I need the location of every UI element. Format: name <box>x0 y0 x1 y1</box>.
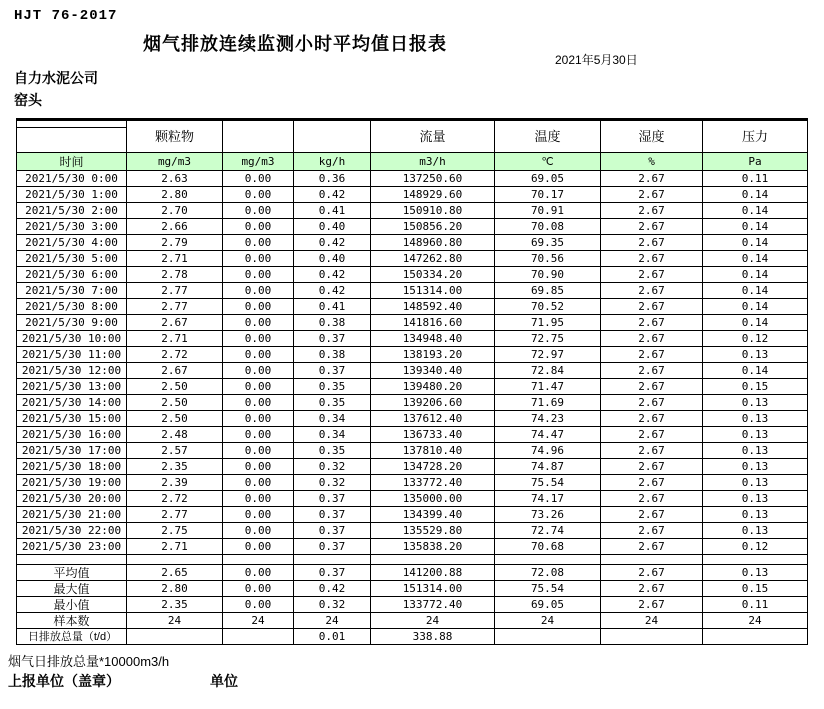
table-cell: 2.67 <box>601 597 703 613</box>
table-cell: 151314.00 <box>371 581 495 597</box>
table-cell: 0.00 <box>223 299 294 315</box>
company-name: 自力水泥公司 <box>14 70 98 86</box>
table-cell: 0.00 <box>223 219 294 235</box>
time-header-spacer-bottom <box>17 128 127 153</box>
group-header-empty-2 <box>294 120 371 153</box>
table-cell: 141200.88 <box>371 565 495 581</box>
table-cell: 0.01 <box>294 629 371 645</box>
table-cell: 2021/5/30 22:00 <box>17 523 127 539</box>
table-cell: 0.37 <box>294 331 371 347</box>
table-cell: 2.67 <box>601 363 703 379</box>
table-cell: 0.13 <box>703 395 808 411</box>
table-cell: 0.13 <box>703 411 808 427</box>
table-cell: 2.67 <box>601 283 703 299</box>
unit-temperature: ℃ <box>495 153 601 171</box>
table-cell: 0.13 <box>703 507 808 523</box>
table-cell: 2021/5/30 2:00 <box>17 203 127 219</box>
table-cell: 2.67 <box>601 565 703 581</box>
table-cell: 2.67 <box>127 315 223 331</box>
table-cell: 148592.40 <box>371 299 495 315</box>
table-row <box>17 347 808 363</box>
group-header-particulate: 颗粒物 <box>127 120 223 153</box>
table-cell: 2021/5/30 6:00 <box>17 267 127 283</box>
group-header-temperature: 温度 <box>495 120 601 153</box>
table-cell: 0.40 <box>294 251 371 267</box>
table-cell: 0.00 <box>223 171 294 187</box>
table-cell: 73.26 <box>495 507 601 523</box>
table-cell: 133772.40 <box>371 475 495 491</box>
table-cell: 2.67 <box>601 267 703 283</box>
summary-row <box>17 581 808 597</box>
table-cell: 24 <box>601 613 703 629</box>
table-cell: 2.79 <box>127 235 223 251</box>
table-cell: 75.54 <box>495 475 601 491</box>
table-cell: 0.00 <box>223 443 294 459</box>
table-cell: 74.47 <box>495 427 601 443</box>
table-cell: 0.12 <box>703 539 808 555</box>
table-cell: 138193.20 <box>371 347 495 363</box>
table-cell: 0.37 <box>294 539 371 555</box>
table-cell: 2021/5/30 11:00 <box>17 347 127 363</box>
table-cell: 70.68 <box>495 539 601 555</box>
table-cell: 0.00 <box>223 235 294 251</box>
time-column-header: 时间 <box>17 153 127 171</box>
table-cell: 0.42 <box>294 581 371 597</box>
group-header-flow: 流量 <box>371 120 495 153</box>
table-cell: 0.37 <box>294 565 371 581</box>
table-row <box>17 331 808 347</box>
table-cell: 0.00 <box>223 203 294 219</box>
table-cell: 2.71 <box>127 539 223 555</box>
doc-code: HJT 76-2017 <box>14 8 118 24</box>
table-row <box>17 363 808 379</box>
report-table <box>16 118 808 645</box>
report-unit-label: 上报单位（盖章） <box>8 673 120 689</box>
table-cell: 0.38 <box>294 315 371 331</box>
table-cell: 2.67 <box>601 539 703 555</box>
unit-header-row <box>17 153 808 171</box>
table-cell: 2.67 <box>601 507 703 523</box>
table-row <box>17 379 808 395</box>
table-cell: 24 <box>703 613 808 629</box>
table-cell: 70.08 <box>495 219 601 235</box>
table-cell: 148929.60 <box>371 187 495 203</box>
table-cell: 0.14 <box>703 187 808 203</box>
table-cell: 2.67 <box>601 379 703 395</box>
table-cell: 2.67 <box>601 203 703 219</box>
table-cell: 2021/5/30 15:00 <box>17 411 127 427</box>
table-cell: 2.35 <box>127 597 223 613</box>
table-row <box>17 539 808 555</box>
table-cell: 2021/5/30 9:00 <box>17 315 127 331</box>
table-row <box>17 523 808 539</box>
table-cell <box>223 629 294 645</box>
table-cell: 2.67 <box>601 581 703 597</box>
summary-row <box>17 629 808 645</box>
table-cell: 0.34 <box>294 411 371 427</box>
table-cell: 75.54 <box>495 581 601 597</box>
page-title: 烟气排放连续监测小时平均值日报表 <box>143 34 447 54</box>
table-cell: 0.14 <box>703 315 808 331</box>
table-cell: 0.00 <box>223 379 294 395</box>
table-row <box>17 203 808 219</box>
table-cell: 70.52 <box>495 299 601 315</box>
table-cell: 2.57 <box>127 443 223 459</box>
table-cell: 0.00 <box>223 251 294 267</box>
table-cell: 0.13 <box>703 491 808 507</box>
table-cell: 0.13 <box>703 347 808 363</box>
table-cell: 150856.20 <box>371 219 495 235</box>
table-row <box>17 187 808 203</box>
summary-body <box>17 565 808 645</box>
table-cell: 24 <box>495 613 601 629</box>
table-cell: 0.00 <box>223 523 294 539</box>
table-cell: 0.00 <box>223 411 294 427</box>
unit-flow: m3/h <box>371 153 495 171</box>
table-cell: 0.11 <box>703 171 808 187</box>
table-cell: 最大值 <box>17 581 127 597</box>
group-header-pressure: 压力 <box>703 120 808 153</box>
table-row <box>17 395 808 411</box>
table-cell: 150910.80 <box>371 203 495 219</box>
table-cell: 148960.80 <box>371 235 495 251</box>
table-cell: 2.67 <box>601 315 703 331</box>
table-cell: 2.77 <box>127 283 223 299</box>
table-cell: 139340.40 <box>371 363 495 379</box>
table-cell: 0.14 <box>703 363 808 379</box>
table-cell: 0.00 <box>223 475 294 491</box>
table-cell: 2.63 <box>127 171 223 187</box>
table-cell: 69.85 <box>495 283 601 299</box>
table-cell: 0.00 <box>223 507 294 523</box>
table-cell: 2.75 <box>127 523 223 539</box>
table-cell: 2021/5/30 20:00 <box>17 491 127 507</box>
table-cell: 2.67 <box>601 427 703 443</box>
table-cell: 0.14 <box>703 219 808 235</box>
table-cell: 0.36 <box>294 171 371 187</box>
table-cell: 2021/5/30 8:00 <box>17 299 127 315</box>
table-cell: 137250.60 <box>371 171 495 187</box>
table-cell: 2.67 <box>601 235 703 251</box>
table-cell: 0.37 <box>294 491 371 507</box>
table-cell: 69.05 <box>495 171 601 187</box>
table-cell: 2.67 <box>601 411 703 427</box>
table-cell: 139206.60 <box>371 395 495 411</box>
table-cell: 0.32 <box>294 597 371 613</box>
table-cell: 147262.80 <box>371 251 495 267</box>
table-cell: 0.13 <box>703 475 808 491</box>
table-cell: 0.00 <box>223 565 294 581</box>
table-cell: 24 <box>371 613 495 629</box>
table-cell: 0.00 <box>223 331 294 347</box>
table-cell: 70.90 <box>495 267 601 283</box>
table-cell: 0.00 <box>223 597 294 613</box>
table-row <box>17 235 808 251</box>
table-cell: 2021/5/30 21:00 <box>17 507 127 523</box>
table-cell: 0.42 <box>294 283 371 299</box>
unit-particulate-rate: kg/h <box>294 153 371 171</box>
table-cell: 0.00 <box>223 187 294 203</box>
table-cell: 71.95 <box>495 315 601 331</box>
table-row <box>17 171 808 187</box>
group-header-row <box>17 120 808 128</box>
spacer-body <box>17 555 808 565</box>
table-cell: 69.05 <box>495 597 601 613</box>
table-cell: 24 <box>127 613 223 629</box>
table-cell: 0.37 <box>294 507 371 523</box>
table-cell <box>127 629 223 645</box>
table-cell: 2021/5/30 0:00 <box>17 171 127 187</box>
table-cell: 133772.40 <box>371 597 495 613</box>
table-row <box>17 283 808 299</box>
unit-pressure: Pa <box>703 153 808 171</box>
table-cell <box>601 629 703 645</box>
table-cell: 0.35 <box>294 379 371 395</box>
table-row <box>17 267 808 283</box>
table-cell: 2021/5/30 13:00 <box>17 379 127 395</box>
table-cell: 样本数 <box>17 613 127 629</box>
table-cell: 2.67 <box>601 219 703 235</box>
table-cell: 151314.00 <box>371 283 495 299</box>
table-cell: 71.69 <box>495 395 601 411</box>
table-cell: 2021/5/30 4:00 <box>17 235 127 251</box>
table-cell: 2021/5/30 3:00 <box>17 219 127 235</box>
table-cell: 0.41 <box>294 299 371 315</box>
table-cell: 2021/5/30 7:00 <box>17 283 127 299</box>
table-cell: 2.67 <box>601 299 703 315</box>
table-cell: 2.67 <box>601 347 703 363</box>
table-cell: 0.37 <box>294 363 371 379</box>
table-cell: 135000.00 <box>371 491 495 507</box>
table-cell: 74.96 <box>495 443 601 459</box>
table-cell: 0.00 <box>223 363 294 379</box>
table-cell: 日排放总量（t/d） <box>17 629 127 645</box>
report-date: 2021年5月30日 <box>555 53 638 67</box>
table-cell: 0.14 <box>703 283 808 299</box>
table-cell: 2021/5/30 17:00 <box>17 443 127 459</box>
table-cell: 2.71 <box>127 251 223 267</box>
table-cell: 0.00 <box>223 459 294 475</box>
table-cell: 70.56 <box>495 251 601 267</box>
unit-label: 单位 <box>210 673 238 689</box>
table-cell: 2.65 <box>127 565 223 581</box>
table-cell: 135838.20 <box>371 539 495 555</box>
table-cell: 0.00 <box>223 491 294 507</box>
table-cell: 141816.60 <box>371 315 495 331</box>
table-row <box>17 315 808 331</box>
table-cell: 0.15 <box>703 581 808 597</box>
unit-particulate-concentration: mg/m3 <box>127 153 223 171</box>
table-cell: 0.00 <box>223 539 294 555</box>
table-cell: 72.97 <box>495 347 601 363</box>
table-cell: 0.41 <box>294 203 371 219</box>
table-cell: 2021/5/30 5:00 <box>17 251 127 267</box>
summary-row <box>17 597 808 613</box>
table-cell: 2.39 <box>127 475 223 491</box>
table-cell: 74.23 <box>495 411 601 427</box>
table-cell: 0.15 <box>703 379 808 395</box>
table-cell: 2.67 <box>127 363 223 379</box>
table-cell: 0.12 <box>703 331 808 347</box>
table-cell: 2.67 <box>601 395 703 411</box>
summary-row <box>17 613 808 629</box>
spacer-row <box>17 555 808 565</box>
table-row <box>17 459 808 475</box>
table-cell: 0.37 <box>294 523 371 539</box>
table-cell: 0.11 <box>703 597 808 613</box>
table-cell: 72.84 <box>495 363 601 379</box>
table-cell: 2021/5/30 23:00 <box>17 539 127 555</box>
table-cell: 74.17 <box>495 491 601 507</box>
table-cell: 134728.20 <box>371 459 495 475</box>
table-cell: 2.72 <box>127 347 223 363</box>
group-header-empty-1 <box>223 120 294 153</box>
table-cell: 2.67 <box>601 443 703 459</box>
table-row <box>17 219 808 235</box>
table-cell: 150334.20 <box>371 267 495 283</box>
table-cell: 0.14 <box>703 203 808 219</box>
table-cell: 2021/5/30 1:00 <box>17 187 127 203</box>
table-row <box>17 507 808 523</box>
table-cell: 0.13 <box>703 523 808 539</box>
table-row <box>17 427 808 443</box>
table-cell: 2.50 <box>127 379 223 395</box>
table-cell <box>495 629 601 645</box>
table-cell: 0.14 <box>703 251 808 267</box>
table-cell: 24 <box>294 613 371 629</box>
table-cell: 2.48 <box>127 427 223 443</box>
table-cell: 0.00 <box>223 395 294 411</box>
unit-particulate-concentration-2: mg/m3 <box>223 153 294 171</box>
unit-humidity: % <box>601 153 703 171</box>
table-cell: 0.42 <box>294 187 371 203</box>
table-cell: 69.35 <box>495 235 601 251</box>
table-cell: 2021/5/30 12:00 <box>17 363 127 379</box>
table-cell: 2.78 <box>127 267 223 283</box>
table-cell: 0.00 <box>223 267 294 283</box>
table-cell: 72.75 <box>495 331 601 347</box>
table-cell: 2.80 <box>127 581 223 597</box>
table-cell: 0.00 <box>223 315 294 331</box>
table-cell: 24 <box>223 613 294 629</box>
table-cell: 0.00 <box>223 427 294 443</box>
table-cell: 2.66 <box>127 219 223 235</box>
table-cell: 0.32 <box>294 475 371 491</box>
table-cell: 135529.80 <box>371 523 495 539</box>
table-cell: 70.91 <box>495 203 601 219</box>
table-cell: 137612.40 <box>371 411 495 427</box>
table-cell: 2021/5/30 16:00 <box>17 427 127 443</box>
table-cell: 0.14 <box>703 299 808 315</box>
table-cell: 0.00 <box>223 581 294 597</box>
table-cell: 2.67 <box>601 523 703 539</box>
table-row <box>17 443 808 459</box>
table-row <box>17 411 808 427</box>
table-cell: 0.00 <box>223 347 294 363</box>
table-cell: 0.14 <box>703 267 808 283</box>
table-cell: 2.80 <box>127 187 223 203</box>
table-cell: 2.67 <box>601 187 703 203</box>
table-cell: 2.67 <box>601 331 703 347</box>
table-cell: 2.50 <box>127 395 223 411</box>
table-cell: 0.13 <box>703 459 808 475</box>
table-row <box>17 251 808 267</box>
table-cell: 0.13 <box>703 427 808 443</box>
table-cell: 2021/5/30 18:00 <box>17 459 127 475</box>
table-cell: 70.17 <box>495 187 601 203</box>
table-cell: 134948.40 <box>371 331 495 347</box>
table-cell <box>703 629 808 645</box>
table-cell: 0.40 <box>294 219 371 235</box>
table-cell: 134399.40 <box>371 507 495 523</box>
table-cell: 0.14 <box>703 235 808 251</box>
table-cell: 2.35 <box>127 459 223 475</box>
table-cell: 2.67 <box>601 491 703 507</box>
table-cell: 2.70 <box>127 203 223 219</box>
table-cell: 2.77 <box>127 299 223 315</box>
table-cell: 137810.40 <box>371 443 495 459</box>
table-cell: 0.32 <box>294 459 371 475</box>
table-cell: 139480.20 <box>371 379 495 395</box>
table-cell: 136733.40 <box>371 427 495 443</box>
table-cell: 2.67 <box>601 171 703 187</box>
table-cell: 0.35 <box>294 395 371 411</box>
table-cell: 72.74 <box>495 523 601 539</box>
daily-total-note: 烟气日排放总量*10000m3/h <box>8 654 170 669</box>
table-cell: 71.47 <box>495 379 601 395</box>
table-cell: 2021/5/30 14:00 <box>17 395 127 411</box>
table-cell: 74.87 <box>495 459 601 475</box>
table-cell: 0.00 <box>223 283 294 299</box>
summary-row <box>17 565 808 581</box>
table-row <box>17 299 808 315</box>
table-cell: 0.13 <box>703 565 808 581</box>
table-cell: 0.42 <box>294 235 371 251</box>
time-header-spacer-top <box>17 120 127 128</box>
table-cell: 0.35 <box>294 443 371 459</box>
table-cell: 2021/5/30 10:00 <box>17 331 127 347</box>
table-cell: 2.67 <box>601 475 703 491</box>
table-cell: 2.50 <box>127 411 223 427</box>
table-row <box>17 475 808 491</box>
table-cell: 2.77 <box>127 507 223 523</box>
table-cell: 0.42 <box>294 267 371 283</box>
monitoring-point: 窑头 <box>14 92 42 108</box>
table-cell: 2.67 <box>601 251 703 267</box>
table-cell: 338.88 <box>371 629 495 645</box>
table-cell: 2.67 <box>601 459 703 475</box>
table-cell: 平均值 <box>17 565 127 581</box>
table-cell: 0.13 <box>703 443 808 459</box>
table-cell: 最小值 <box>17 597 127 613</box>
table-cell: 72.08 <box>495 565 601 581</box>
table-cell: 2.71 <box>127 331 223 347</box>
table-cell: 2.72 <box>127 491 223 507</box>
table-cell: 2021/5/30 19:00 <box>17 475 127 491</box>
hourly-data-body <box>17 171 808 555</box>
table-cell: 0.34 <box>294 427 371 443</box>
group-header-humidity: 湿度 <box>601 120 703 153</box>
table-cell: 0.38 <box>294 347 371 363</box>
table-row <box>17 491 808 507</box>
